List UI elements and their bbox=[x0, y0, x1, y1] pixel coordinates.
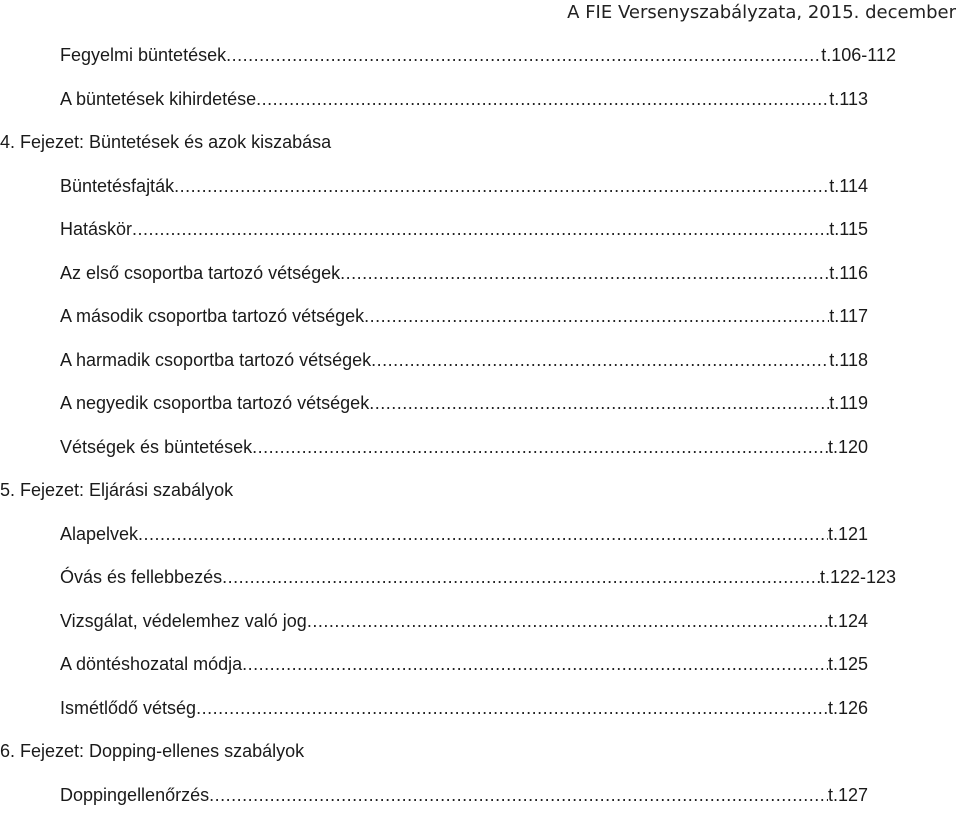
toc-entry[interactable] bbox=[0, 210, 960, 254]
toc-entry[interactable] bbox=[0, 297, 960, 341]
toc-entry-page: t.121 bbox=[828, 523, 868, 545]
toc-entry[interactable] bbox=[0, 558, 960, 602]
dot-leader bbox=[226, 44, 821, 66]
toc-chapter-title: 4. Fejezet: Büntetések és azok kiszabása bbox=[0, 131, 331, 153]
toc-entry[interactable] bbox=[0, 515, 960, 559]
dot-leader bbox=[209, 784, 828, 806]
dot-leader bbox=[371, 349, 829, 371]
dot-leader bbox=[369, 392, 829, 414]
table-of-contents bbox=[0, 36, 960, 819]
toc-entry-page: t.122-123 bbox=[820, 566, 896, 588]
toc-entry[interactable] bbox=[0, 689, 960, 733]
dot-leader bbox=[242, 653, 828, 675]
toc-entry[interactable] bbox=[0, 80, 960, 124]
toc-entry[interactable] bbox=[0, 36, 960, 80]
toc-entry-title: Óvás és fellebbezés bbox=[60, 566, 222, 588]
toc-entry[interactable] bbox=[0, 167, 960, 211]
toc-entry-page: t.114 bbox=[829, 175, 868, 197]
toc-entry-title: Büntetésfajták bbox=[60, 175, 174, 197]
dot-leader bbox=[364, 305, 829, 327]
toc-entry-title: Fegyelmi büntetések bbox=[60, 44, 226, 66]
toc-entry-page: t.120 bbox=[828, 436, 868, 458]
toc-chapter-title: 5. Fejezet: Eljárási szabályok bbox=[0, 479, 233, 501]
toc-chapter-title: 6. Fejezet: Dopping-ellenes szabályok bbox=[0, 740, 304, 762]
toc-entry-title: Alapelvek bbox=[60, 523, 138, 545]
dot-leader bbox=[252, 436, 828, 458]
toc-entry-page: t.118 bbox=[829, 349, 868, 371]
toc-entry-page: t.127 bbox=[828, 784, 868, 806]
toc-entry[interactable] bbox=[0, 341, 960, 385]
toc-entry-page: t.124 bbox=[828, 610, 868, 632]
toc-entry-title: A második csoportba tartozó vétségek bbox=[60, 305, 364, 327]
toc-entry[interactable] bbox=[0, 776, 960, 819]
toc-entry-page: t.113 bbox=[829, 88, 868, 110]
dot-leader bbox=[196, 697, 828, 719]
toc-entry-page: t.116 bbox=[829, 262, 868, 284]
toc-entry-title: A negyedik csoportba tartozó vétségek bbox=[60, 392, 369, 414]
dot-leader bbox=[256, 88, 829, 110]
dot-leader bbox=[174, 175, 829, 197]
toc-entry-page: t.119 bbox=[829, 392, 868, 414]
toc-entry[interactable] bbox=[0, 645, 960, 689]
toc-chapter-heading[interactable] bbox=[0, 123, 960, 167]
toc-entry[interactable] bbox=[0, 428, 960, 472]
toc-entry-title: Az első csoportba tartozó vétségek bbox=[60, 262, 340, 284]
toc-entry-page: t.126 bbox=[828, 697, 868, 719]
toc-entry-title: Hatáskör bbox=[60, 218, 132, 240]
dot-leader bbox=[132, 218, 829, 240]
dot-leader bbox=[222, 566, 820, 588]
toc-entry-page: t.106-112 bbox=[821, 44, 896, 66]
toc-chapter-heading[interactable] bbox=[0, 471, 960, 515]
toc-entry-title: Vizsgálat, védelemhez való jog bbox=[60, 610, 307, 632]
dot-leader bbox=[138, 523, 828, 545]
document-header: A FIE Versenyszabályzata, 2015. december bbox=[567, 2, 956, 23]
toc-entry[interactable] bbox=[0, 254, 960, 298]
toc-entry-page: t.117 bbox=[829, 305, 868, 327]
toc-entry-title: Ismétlődő vétség bbox=[60, 697, 196, 719]
toc-chapter-heading[interactable] bbox=[0, 732, 960, 776]
toc-entry-page: t.115 bbox=[829, 218, 868, 240]
toc-entry-page: t.125 bbox=[828, 653, 868, 675]
toc-entry-title: A büntetések kihirdetése bbox=[60, 88, 256, 110]
toc-entry[interactable] bbox=[0, 384, 960, 428]
dot-leader bbox=[340, 262, 829, 284]
toc-entry-title: Doppingellenőrzés bbox=[60, 784, 209, 806]
toc-entry-title: A harmadik csoportba tartozó vétségek bbox=[60, 349, 371, 371]
toc-entry[interactable] bbox=[0, 602, 960, 646]
dot-leader bbox=[307, 610, 828, 632]
toc-entry-title: A döntéshozatal módja bbox=[60, 653, 242, 675]
toc-entry-title: Vétségek és büntetések bbox=[60, 436, 252, 458]
